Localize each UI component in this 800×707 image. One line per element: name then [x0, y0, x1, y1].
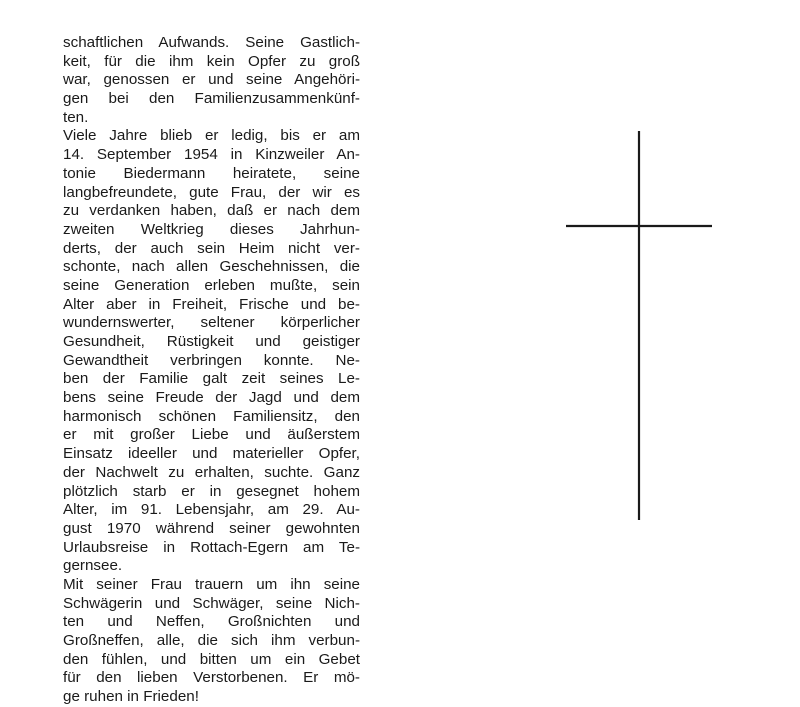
text-line: tonie Biedermann heiratete, seine [63, 164, 360, 182]
text-line: seine Generation erleben mußte, sein [63, 276, 360, 294]
text-line: Viele Jahre blieb er ledig, bis er am [63, 127, 360, 145]
text-line: gust 1970 während seiner gewohnten [63, 519, 360, 537]
text-line: schonte, nach allen Geschehnissen, die [63, 258, 360, 276]
text-line: Einsatz ideeller und materieller Opfer, [63, 445, 360, 463]
text-line: Alter, im 91. Lebensjahr, am 29. Au- [63, 501, 360, 519]
text-line: für den lieben Verstorbenen. Er mö- [63, 669, 360, 687]
text-line: er mit großer Liebe und äußerstem [63, 426, 360, 444]
text-line: 14. September 1954 in Kinzweiler An- [63, 146, 360, 164]
text-line: Alter aber in Freiheit, Frische und be- [63, 295, 360, 313]
text-line: zu verdanken haben, daß er nach dem [63, 202, 360, 220]
text-line: Schwägerin und Schwäger, seine Nich- [63, 594, 360, 612]
text-line: harmonisch schönen Familiensitz, den [63, 407, 360, 425]
text-line: den fühlen, und bitten um ein Gebet [63, 650, 360, 668]
text-line: ten. [63, 108, 89, 126]
text-line: Urlaubsreise in Rottach-Egern am Te- [63, 538, 360, 556]
text-line: wundernswerter, seltener körperlicher [63, 314, 360, 332]
text-line: derts, der auch sein Heim nicht ver- [63, 239, 360, 257]
text-line: schaftlichen Aufwands. Seine Gastlich- [63, 34, 360, 51]
text-line: Gesundheit, Rüstigkeit und geistiger [63, 333, 360, 350]
text-line: Gewandtheit verbringen konnte. Ne- [63, 351, 360, 369]
text-line: ten und Neffen, Großnichten und [63, 613, 360, 631]
text-line: zweiten Weltkrieg dieses Jahrhun- [63, 220, 360, 238]
text-line: langbefreundete, gute Frau, der wir es [63, 183, 360, 201]
text-line: ben der Familie galt zeit seines Le- [63, 370, 360, 388]
paragraph [63, 576, 360, 707]
text-line: Mit seiner Frau trauern um ihn seine [63, 575, 360, 593]
text-line: war, genossen er und seine Angehöri- [63, 71, 360, 89]
text-line: keit, für die ihm kein Opfer zu groß [63, 52, 360, 70]
text-line: gen bei den Familienzusammenkünf- [63, 90, 360, 108]
text-line: der Nachwelt zu erhalten, suchte. Ganz [63, 463, 360, 481]
obituary-text [63, 34, 360, 707]
paragraph [63, 127, 360, 576]
text-line: plötzlich starb er in gesegnet hohem [63, 482, 360, 500]
text-line: bens seine Freude der Jagd und dem [63, 389, 360, 407]
text-line: Großneffen, alle, die sich ihm verbun- [63, 632, 360, 649]
text-line: gernsee. [63, 557, 123, 575]
text-line: ge ruhen in Frieden! [63, 688, 199, 706]
cross-icon [560, 128, 720, 528]
paragraph [63, 34, 360, 127]
